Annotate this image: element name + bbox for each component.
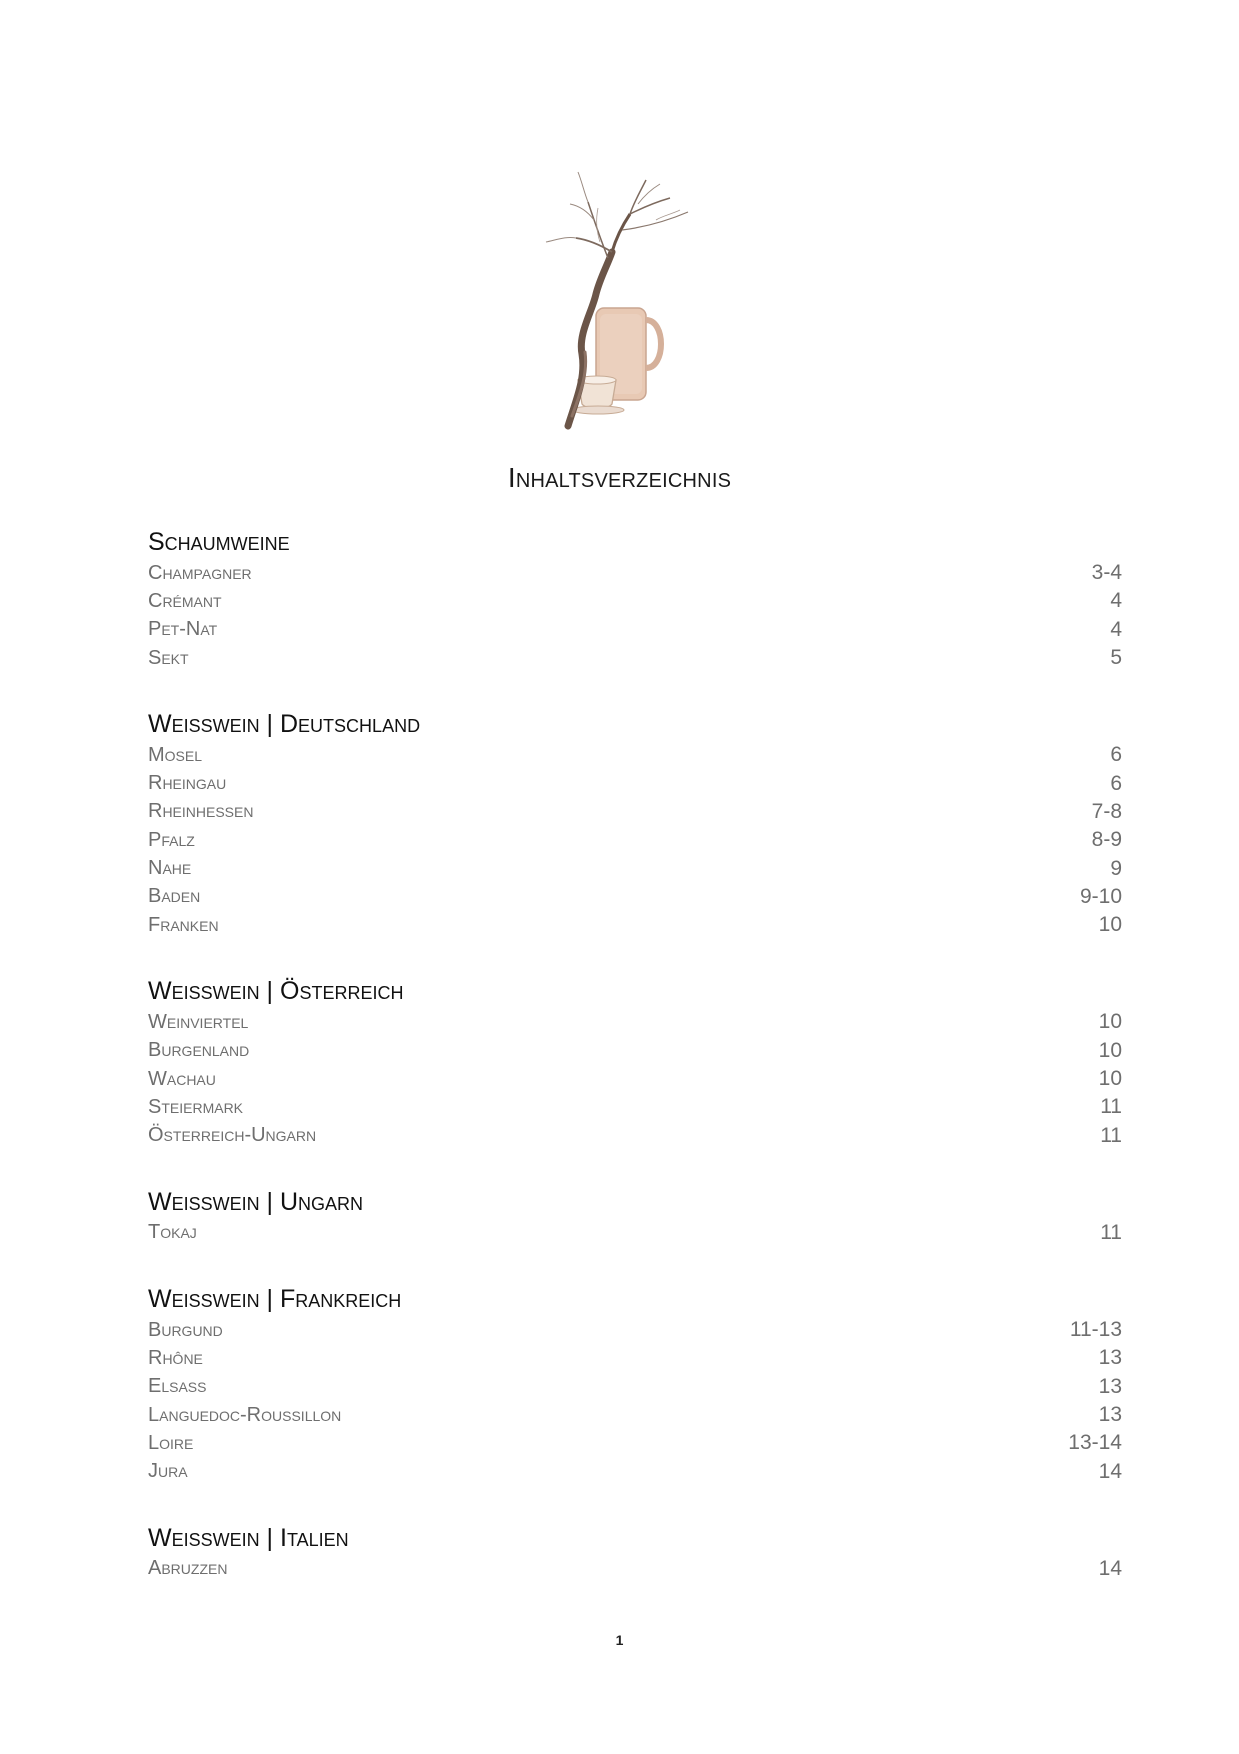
toc-entry[interactable] [148, 1316, 1122, 1344]
toc-entry[interactable] [148, 1219, 1122, 1247]
entry-page-number: 13 [1098, 1403, 1122, 1427]
entry-label: Rheinhessen [148, 800, 254, 823]
entry-label: Rhône [148, 1346, 203, 1369]
toc-entry[interactable] [148, 644, 1122, 672]
toc-entry[interactable] [148, 587, 1122, 615]
toc-entry[interactable] [148, 1037, 1122, 1065]
page-number: 1 [615, 1632, 624, 1648]
table-of-contents [148, 526, 1122, 1619]
entry-label: Languedoc-Roussillon [148, 1403, 342, 1426]
section-heading: Weisswein | Frankreich [148, 1285, 402, 1314]
entry-label: Mosel [148, 743, 203, 766]
toc-entry[interactable] [148, 1008, 1122, 1036]
entry-page-number: 5 [1110, 646, 1122, 670]
entry-label: Weinviertel [148, 1010, 249, 1033]
section-heading: Weisswein | Deutschland [148, 710, 421, 739]
entry-page-number: 6 [1110, 743, 1122, 767]
entry-page-number: 13 [1098, 1374, 1122, 1398]
entry-page-number: 8-9 [1091, 828, 1122, 852]
entry-label: Wachau [148, 1067, 216, 1090]
entry-label: Baden [148, 885, 201, 908]
toc-section-weisswein-oesterreich [148, 975, 1122, 1149]
entry-page-number: 10 [1098, 1067, 1122, 1090]
entry-label: Tokaj [148, 1221, 197, 1244]
toc-entry[interactable] [148, 1344, 1122, 1372]
entry-label: Jura [148, 1460, 188, 1483]
entry-page-number: 4 [1110, 617, 1122, 641]
entry-page-number: 10 [1098, 1010, 1122, 1034]
toc-entry[interactable] [148, 911, 1122, 939]
entry-label: Österreich-Ungarn [148, 1124, 317, 1147]
entry-page-number: 9-10 [1079, 884, 1122, 908]
entry-label: Franken [148, 913, 219, 936]
entry-page-number: 11 [1100, 1220, 1122, 1244]
entry-page-number: 11 [1100, 1123, 1122, 1147]
entry-label: Nahe [148, 857, 192, 880]
toc-entry[interactable] [148, 1555, 1122, 1583]
toc-section-weisswein-ungarn [148, 1186, 1122, 1247]
toc-section-schaumweine [148, 526, 1122, 672]
entry-page-number: 9 [1110, 856, 1122, 880]
toc-entry[interactable] [148, 1093, 1122, 1121]
entry-page-number: 6 [1110, 771, 1122, 795]
entry-page-number: 4 [1110, 589, 1122, 613]
entry-label: Crémant [148, 589, 222, 612]
toc-section-weisswein-italien [148, 1522, 1122, 1583]
section-heading: Weisswein | Österreich [148, 977, 404, 1006]
entry-label: Rheingau [148, 772, 227, 795]
entry-label: Champagner [148, 561, 252, 584]
toc-entry[interactable] [148, 883, 1122, 911]
entry-label: Sekt [148, 646, 189, 669]
entry-page-number: 7-8 [1091, 799, 1122, 823]
toc-section-weisswein-deutschland [148, 708, 1122, 939]
entry-label: Steiermark [148, 1095, 244, 1118]
entry-label: Pet-Nat [148, 618, 218, 641]
document-title: Inhaltsverzeichnis [507, 462, 732, 493]
toc-section-weisswein-frankreich [148, 1283, 1122, 1486]
entry-page-number: 11 [1100, 1095, 1122, 1119]
entry-label: Elsass [148, 1375, 207, 1398]
entry-label: Pfalz [148, 828, 195, 851]
entry-page-number: 14 [1098, 1556, 1122, 1580]
entry-page-number: 13-14 [1068, 1431, 1122, 1455]
toc-entry[interactable] [148, 1401, 1122, 1429]
toc-entry[interactable] [148, 1373, 1122, 1401]
toc-entry[interactable] [148, 1458, 1122, 1486]
entry-label: Abruzzen [148, 1557, 228, 1580]
toc-entry[interactable] [148, 798, 1122, 826]
entry-label: Loire [148, 1431, 194, 1454]
entry-page-number: 10 [1098, 913, 1122, 937]
entry-label: Burgenland [148, 1039, 250, 1062]
entry-page-number: 11-13 [1069, 1318, 1122, 1342]
toc-entry[interactable] [148, 559, 1122, 587]
toc-entry[interactable] [148, 616, 1122, 644]
toc-entry[interactable] [148, 826, 1122, 854]
toc-entry[interactable] [148, 1429, 1122, 1457]
entry-page-number: 3-4 [1091, 561, 1122, 585]
entry-page-number: 13 [1098, 1346, 1122, 1370]
entry-page-number: 14 [1098, 1459, 1122, 1483]
toc-entry[interactable] [148, 769, 1122, 797]
entry-label: Burgund [148, 1318, 223, 1341]
section-heading: Weisswein | Ungarn [148, 1187, 364, 1216]
section-heading: Weisswein | Italien [148, 1523, 349, 1552]
toc-entry[interactable] [148, 1065, 1122, 1093]
toc-entry[interactable] [148, 854, 1122, 882]
section-heading: Schaumweine [148, 528, 290, 556]
toc-entry[interactable] [148, 1121, 1122, 1149]
toc-entry[interactable] [148, 741, 1122, 769]
vase-with-branch-and-cup-illustration [538, 168, 718, 430]
entry-page-number: 10 [1098, 1038, 1122, 1062]
